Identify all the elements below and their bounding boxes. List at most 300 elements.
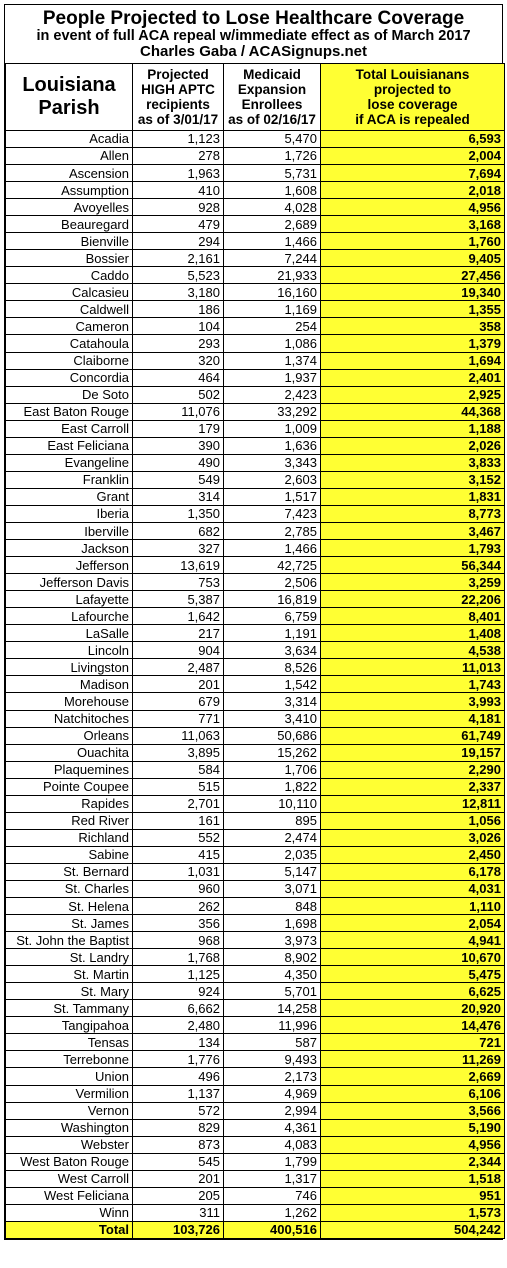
total-value-cell: 2,337 <box>321 778 505 795</box>
total-value-cell: 19,340 <box>321 284 505 301</box>
aptc-value-cell: 2,487 <box>133 659 224 676</box>
parish-name-cell: Avoyelles <box>6 199 133 216</box>
aptc-value-cell: 771 <box>133 710 224 727</box>
table-row <box>6 1204 505 1221</box>
medicaid-value-cell: 3,410 <box>224 710 321 727</box>
aptc-value-cell: 6,662 <box>133 1000 224 1017</box>
total-value-cell: 4,031 <box>321 880 505 897</box>
medicaid-value-cell: 5,731 <box>224 165 321 182</box>
table-row <box>6 488 505 505</box>
aptc-value-cell: 679 <box>133 693 224 710</box>
aptc-value-cell: 496 <box>133 1068 224 1085</box>
total-value-cell: 11,269 <box>321 1051 505 1068</box>
total-value-cell: 19,157 <box>321 744 505 761</box>
parish-name-cell: St. Bernard <box>6 863 133 880</box>
medicaid-value-cell: 4,083 <box>224 1136 321 1153</box>
table-row <box>6 420 505 437</box>
medicaid-value-cell: 4,969 <box>224 1085 321 1102</box>
table-row <box>6 522 505 539</box>
table-row <box>6 898 505 915</box>
medicaid-value-cell: 11,996 <box>224 1017 321 1034</box>
medicaid-value-cell: 4,350 <box>224 966 321 983</box>
aptc-value-cell: 1,350 <box>133 505 224 522</box>
medicaid-value-cell: 7,244 <box>224 250 321 267</box>
parish-name-cell: Rapides <box>6 795 133 812</box>
aptc-value-cell: 960 <box>133 880 224 897</box>
aptc-value-cell: 201 <box>133 1170 224 1187</box>
total-value-cell: 1,518 <box>321 1170 505 1187</box>
table-row <box>6 540 505 557</box>
table-row <box>6 966 505 983</box>
medicaid-value-cell: 254 <box>224 318 321 335</box>
medicaid-value-cell: 3,634 <box>224 642 321 659</box>
aptc-value-cell: 390 <box>133 437 224 454</box>
parish-name-cell: St. John the Baptist <box>6 932 133 949</box>
total-value-cell: 3,566 <box>321 1102 505 1119</box>
aptc-value-cell: 104 <box>133 318 224 335</box>
total-value-cell: 6,625 <box>321 983 505 1000</box>
parish-name-cell: Acadia <box>6 130 133 147</box>
medicaid-value-cell: 3,071 <box>224 880 321 897</box>
parish-name-cell: LaSalle <box>6 625 133 642</box>
parish-name-cell: Allen <box>6 147 133 164</box>
parish-name-cell: Morehouse <box>6 693 133 710</box>
parish-name-cell: St. Charles <box>6 880 133 897</box>
total-value-cell: 4,538 <box>321 642 505 659</box>
total-value-cell: 358 <box>321 318 505 335</box>
table-row <box>6 812 505 829</box>
parish-name-cell: Jackson <box>6 540 133 557</box>
table-row <box>6 846 505 863</box>
table-row <box>6 335 505 352</box>
aptc-value-cell: 464 <box>133 369 224 386</box>
aptc-value-cell: 1,125 <box>133 966 224 983</box>
parish-name-cell: West Baton Rouge <box>6 1153 133 1170</box>
total-value-cell: 4,956 <box>321 199 505 216</box>
total-value-cell: 1,188 <box>321 420 505 437</box>
parish-name-cell: Natchitoches <box>6 710 133 727</box>
parish-name-cell: Sabine <box>6 846 133 863</box>
medicaid-value-cell: 1,517 <box>224 488 321 505</box>
table-row <box>6 829 505 846</box>
table-row <box>6 1051 505 1068</box>
medicaid-value-cell: 1,191 <box>224 625 321 642</box>
total-value-cell: 3,168 <box>321 216 505 233</box>
parish-name-cell: Caldwell <box>6 301 133 318</box>
aptc-value-cell: 278 <box>133 147 224 164</box>
medicaid-value-cell: 1,317 <box>224 1170 321 1187</box>
medicaid-value-cell: 1,262 <box>224 1204 321 1221</box>
table-row <box>6 1102 505 1119</box>
table-row <box>6 676 505 693</box>
medicaid-value-cell: 2,423 <box>224 386 321 403</box>
parish-name-cell: Winn <box>6 1204 133 1221</box>
aptc-value-cell: 2,480 <box>133 1017 224 1034</box>
parish-name-cell: St. Martin <box>6 966 133 983</box>
parish-name-cell: St. Mary <box>6 983 133 1000</box>
medicaid-value-cell: 2,603 <box>224 471 321 488</box>
aptc-value-cell: 262 <box>133 898 224 915</box>
table-row <box>6 301 505 318</box>
medicaid-value-cell: 1,169 <box>224 301 321 318</box>
aptc-value-cell: 201 <box>133 676 224 693</box>
aptc-value-cell: 293 <box>133 335 224 352</box>
table-row <box>6 233 505 250</box>
medicaid-value-cell: 2,994 <box>224 1102 321 1119</box>
total-row <box>6 1221 505 1238</box>
aptc-value-cell: 320 <box>133 352 224 369</box>
table-row <box>6 1153 505 1170</box>
medicaid-value-cell: 3,343 <box>224 454 321 471</box>
medicaid-value-cell: 6,759 <box>224 608 321 625</box>
parish-name-cell: St. Helena <box>6 898 133 915</box>
medicaid-value-cell: 1,726 <box>224 147 321 164</box>
parish-name-cell: Vermilion <box>6 1085 133 1102</box>
medicaid-value-cell: 2,785 <box>224 522 321 539</box>
table-row <box>6 1170 505 1187</box>
total-value-cell: 2,344 <box>321 1153 505 1170</box>
parish-name-cell: Orleans <box>6 727 133 744</box>
medicaid-value-cell: 2,035 <box>224 846 321 863</box>
aptc-value-cell: 584 <box>133 761 224 778</box>
medicaid-value-cell: 1,466 <box>224 233 321 250</box>
aptc-value-cell: 1,123 <box>133 130 224 147</box>
aptc-value-cell: 3,895 <box>133 744 224 761</box>
parish-name-cell: Catahoula <box>6 335 133 352</box>
medicaid-total-cell: 400,516 <box>224 1221 321 1238</box>
aptc-value-cell: 294 <box>133 233 224 250</box>
table-row <box>6 318 505 335</box>
medicaid-value-cell: 7,423 <box>224 505 321 522</box>
table-row <box>6 1034 505 1051</box>
grand-total-cell: 504,242 <box>321 1221 505 1238</box>
aptc-value-cell: 217 <box>133 625 224 642</box>
total-value-cell: 8,773 <box>321 505 505 522</box>
table-row <box>6 1068 505 1085</box>
medicaid-value-cell: 15,262 <box>224 744 321 761</box>
parish-name-cell: Tensas <box>6 1034 133 1051</box>
table-row <box>6 778 505 795</box>
aptc-value-cell: 186 <box>133 301 224 318</box>
medicaid-value-cell: 42,725 <box>224 557 321 574</box>
table-row <box>6 267 505 284</box>
total-value-cell: 3,833 <box>321 454 505 471</box>
medicaid-value-cell: 5,701 <box>224 983 321 1000</box>
parish-name-cell: Evangeline <box>6 454 133 471</box>
table-row <box>6 165 505 182</box>
medicaid-value-cell: 848 <box>224 898 321 915</box>
table-row <box>6 1085 505 1102</box>
aptc-value-cell: 410 <box>133 182 224 199</box>
aptc-value-cell: 314 <box>133 488 224 505</box>
aptc-value-cell: 502 <box>133 386 224 403</box>
parish-name-cell: Franklin <box>6 471 133 488</box>
total-value-cell: 1,056 <box>321 812 505 829</box>
table-row <box>6 199 505 216</box>
medicaid-value-cell: 5,470 <box>224 130 321 147</box>
medicaid-value-cell: 4,361 <box>224 1119 321 1136</box>
aptc-value-cell: 1,963 <box>133 165 224 182</box>
parish-name-cell: Ascension <box>6 165 133 182</box>
total-value-cell: 56,344 <box>321 557 505 574</box>
table-row <box>6 608 505 625</box>
table-row <box>6 880 505 897</box>
aptc-value-cell: 2,701 <box>133 795 224 812</box>
parish-name-cell: Livingston <box>6 659 133 676</box>
total-value-cell: 44,368 <box>321 403 505 420</box>
aptc-value-cell: 1,776 <box>133 1051 224 1068</box>
table-row <box>6 574 505 591</box>
aptc-value-cell: 13,619 <box>133 557 224 574</box>
parish-name-cell: Terrebonne <box>6 1051 133 1068</box>
total-value-cell: 1,743 <box>321 676 505 693</box>
parish-name-cell: East Feliciana <box>6 437 133 454</box>
parish-name-cell: West Carroll <box>6 1170 133 1187</box>
table-row <box>6 284 505 301</box>
table-title: People Projected to Lose Healthcare Coverage <box>42 8 465 29</box>
table-row <box>6 352 505 369</box>
total-value-cell: 2,925 <box>321 386 505 403</box>
total-value-cell: 27,456 <box>321 267 505 284</box>
total-value-cell: 3,152 <box>321 471 505 488</box>
parish-name-cell: Cameron <box>6 318 133 335</box>
parish-name-cell: East Carroll <box>6 420 133 437</box>
aptc-value-cell: 545 <box>133 1153 224 1170</box>
aptc-value-cell: 11,076 <box>133 403 224 420</box>
total-value-cell: 1,793 <box>321 540 505 557</box>
table-row <box>6 403 505 420</box>
total-value-cell: 2,401 <box>321 369 505 386</box>
parish-name-cell: Claiborne <box>6 352 133 369</box>
medicaid-value-cell: 1,822 <box>224 778 321 795</box>
medicaid-value-cell: 1,542 <box>224 676 321 693</box>
table-row <box>6 557 505 574</box>
table-row <box>6 727 505 744</box>
table-row <box>6 642 505 659</box>
aptc-value-cell: 552 <box>133 829 224 846</box>
medicaid-value-cell: 1,799 <box>224 1153 321 1170</box>
parish-name-cell: Caddo <box>6 267 133 284</box>
parish-coverage-table <box>5 63 505 1239</box>
medicaid-value-cell: 1,706 <box>224 761 321 778</box>
total-value-cell: 4,956 <box>321 1136 505 1153</box>
aptc-value-cell: 205 <box>133 1187 224 1204</box>
total-value-cell: 2,018 <box>321 182 505 199</box>
total-label-cell: Total <box>6 1221 133 1238</box>
total-value-cell: 3,993 <box>321 693 505 710</box>
total-value-cell: 2,004 <box>321 147 505 164</box>
parish-name-cell: Vernon <box>6 1102 133 1119</box>
parish-name-cell: Iberville <box>6 522 133 539</box>
total-value-cell: 22,206 <box>321 591 505 608</box>
aptc-value-cell: 5,387 <box>133 591 224 608</box>
table-row <box>6 863 505 880</box>
parish-name-cell: Concordia <box>6 369 133 386</box>
parish-name-cell: Washington <box>6 1119 133 1136</box>
aptc-value-cell: 1,768 <box>133 949 224 966</box>
total-value-cell: 1,573 <box>321 1204 505 1221</box>
table-row <box>6 932 505 949</box>
table-row <box>6 250 505 267</box>
table-credit: Charles Gaba / ACASignups.net <box>140 43 367 61</box>
table-row <box>6 983 505 1000</box>
parish-name-cell: Lafourche <box>6 608 133 625</box>
coverage-table-sheet <box>4 4 503 1240</box>
aptc-value-cell: 1,137 <box>133 1085 224 1102</box>
table-row <box>6 1136 505 1153</box>
parish-name-cell: St. Tammany <box>6 1000 133 1017</box>
table-row <box>6 216 505 233</box>
aptc-value-cell: 515 <box>133 778 224 795</box>
parish-name-cell: East Baton Rouge <box>6 403 133 420</box>
parish-name-cell: Iberia <box>6 505 133 522</box>
aptc-value-cell: 829 <box>133 1119 224 1136</box>
medicaid-value-cell: 1,374 <box>224 352 321 369</box>
parish-name-cell: Jefferson Davis <box>6 574 133 591</box>
table-row <box>6 369 505 386</box>
total-value-cell: 1,408 <box>321 625 505 642</box>
parish-name-cell: De Soto <box>6 386 133 403</box>
column-header-parish: Louisiana Parish <box>6 63 133 130</box>
table-row <box>6 147 505 164</box>
medicaid-value-cell: 1,608 <box>224 182 321 199</box>
aptc-value-cell: 490 <box>133 454 224 471</box>
medicaid-value-cell: 21,933 <box>224 267 321 284</box>
aptc-value-cell: 5,523 <box>133 267 224 284</box>
parish-name-cell: Lincoln <box>6 642 133 659</box>
medicaid-value-cell: 1,698 <box>224 915 321 932</box>
aptc-value-cell: 11,063 <box>133 727 224 744</box>
parish-name-cell: Plaquemines <box>6 761 133 778</box>
table-row <box>6 437 505 454</box>
medicaid-value-cell: 2,474 <box>224 829 321 846</box>
aptc-value-cell: 479 <box>133 216 224 233</box>
medicaid-value-cell: 14,258 <box>224 1000 321 1017</box>
total-value-cell: 2,054 <box>321 915 505 932</box>
table-row <box>6 505 505 522</box>
aptc-value-cell: 753 <box>133 574 224 591</box>
medicaid-value-cell: 1,636 <box>224 437 321 454</box>
total-value-cell: 10,670 <box>321 949 505 966</box>
parish-name-cell: Tangipahoa <box>6 1017 133 1034</box>
medicaid-value-cell: 3,314 <box>224 693 321 710</box>
table-row <box>6 795 505 812</box>
medicaid-value-cell: 9,493 <box>224 1051 321 1068</box>
aptc-value-cell: 928 <box>133 199 224 216</box>
total-value-cell: 8,401 <box>321 608 505 625</box>
aptc-value-cell: 904 <box>133 642 224 659</box>
table-row <box>6 591 505 608</box>
total-value-cell: 5,190 <box>321 1119 505 1136</box>
medicaid-value-cell: 8,902 <box>224 949 321 966</box>
aptc-value-cell: 356 <box>133 915 224 932</box>
parish-name-cell: Grant <box>6 488 133 505</box>
table-row <box>6 454 505 471</box>
total-value-cell: 5,475 <box>321 966 505 983</box>
total-value-cell: 721 <box>321 1034 505 1051</box>
table-row <box>6 1187 505 1204</box>
total-value-cell: 14,476 <box>321 1017 505 1034</box>
table-row <box>6 761 505 778</box>
medicaid-value-cell: 2,689 <box>224 216 321 233</box>
total-value-cell: 6,106 <box>321 1085 505 1102</box>
parish-name-cell: Union <box>6 1068 133 1085</box>
parish-name-cell: Bossier <box>6 250 133 267</box>
medicaid-value-cell: 587 <box>224 1034 321 1051</box>
aptc-value-cell: 924 <box>133 983 224 1000</box>
total-value-cell: 2,290 <box>321 761 505 778</box>
table-row <box>6 625 505 642</box>
medicaid-value-cell: 16,160 <box>224 284 321 301</box>
medicaid-value-cell: 1,009 <box>224 420 321 437</box>
parish-name-cell: Ouachita <box>6 744 133 761</box>
total-value-cell: 6,178 <box>321 863 505 880</box>
table-row <box>6 1017 505 1034</box>
column-header-medicaid: Medicaid Expansion Enrollees as of 02/16/17 <box>224 63 321 130</box>
table-row <box>6 1119 505 1136</box>
aptc-value-cell: 549 <box>133 471 224 488</box>
medicaid-value-cell: 3,973 <box>224 932 321 949</box>
table-subtitle: in event of full ACA repeal w/immediate effect as of March 2017 <box>36 27 471 44</box>
medicaid-value-cell: 895 <box>224 812 321 829</box>
total-value-cell: 3,467 <box>321 522 505 539</box>
aptc-value-cell: 873 <box>133 1136 224 1153</box>
medicaid-value-cell: 33,292 <box>224 403 321 420</box>
table-body <box>6 130 505 1238</box>
total-value-cell: 9,405 <box>321 250 505 267</box>
aptc-value-cell: 327 <box>133 540 224 557</box>
total-value-cell: 1,694 <box>321 352 505 369</box>
parish-name-cell: Webster <box>6 1136 133 1153</box>
medicaid-value-cell: 746 <box>224 1187 321 1204</box>
parish-name-cell: St. James <box>6 915 133 932</box>
aptc-value-cell: 572 <box>133 1102 224 1119</box>
total-value-cell: 1,831 <box>321 488 505 505</box>
column-header-aptc: Projected HIGH APTC recipients as of 3/01/17 <box>133 63 224 130</box>
medicaid-value-cell: 16,819 <box>224 591 321 608</box>
total-value-cell: 1,355 <box>321 301 505 318</box>
total-value-cell: 7,694 <box>321 165 505 182</box>
parish-name-cell: West Feliciana <box>6 1187 133 1204</box>
total-value-cell: 2,026 <box>321 437 505 454</box>
parish-name-cell: Calcasieu <box>6 284 133 301</box>
medicaid-value-cell: 10,110 <box>224 795 321 812</box>
table-row <box>6 471 505 488</box>
aptc-value-cell: 1,031 <box>133 863 224 880</box>
table-row <box>6 1000 505 1017</box>
table-row <box>6 130 505 147</box>
aptc-value-cell: 179 <box>133 420 224 437</box>
aptc-value-cell: 311 <box>133 1204 224 1221</box>
table-row <box>6 659 505 676</box>
total-value-cell: 4,941 <box>321 932 505 949</box>
table-row <box>6 915 505 932</box>
parish-name-cell: Lafayette <box>6 591 133 608</box>
table-row <box>6 693 505 710</box>
parish-name-cell: Jefferson <box>6 557 133 574</box>
total-value-cell: 1,379 <box>321 335 505 352</box>
aptc-value-cell: 415 <box>133 846 224 863</box>
table-row <box>6 744 505 761</box>
aptc-value-cell: 2,161 <box>133 250 224 267</box>
total-value-cell: 3,026 <box>321 829 505 846</box>
total-value-cell: 2,669 <box>321 1068 505 1085</box>
total-value-cell: 4,181 <box>321 710 505 727</box>
total-value-cell: 1,760 <box>321 233 505 250</box>
total-value-cell: 20,920 <box>321 1000 505 1017</box>
parish-name-cell: Beauregard <box>6 216 133 233</box>
parish-name-cell: Madison <box>6 676 133 693</box>
